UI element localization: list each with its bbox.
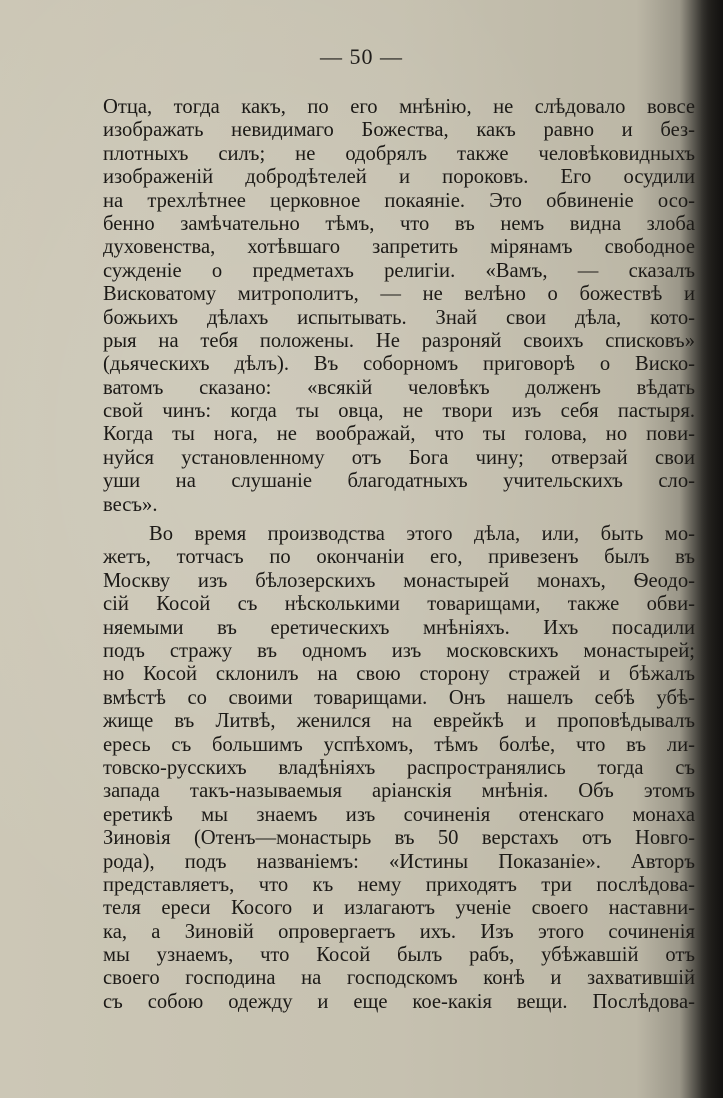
text-line: сужденіе о предметахъ религіи. «Вамъ, — сказалъ	[103, 259, 695, 282]
text-line: бенно замѣчательно тѣмъ, что въ немъ видна злоба	[103, 212, 695, 235]
text-line: ватомъ сказано: «всякій человѣкъ долженъ вѣдать	[103, 376, 695, 399]
text-line: (дьяческихъ дѣлъ). Въ соборномъ приговорѣ о Виско-	[103, 353, 695, 376]
text-line: свой чинъ: когда ты овца, не твори изъ себя пастыря.	[103, 400, 695, 423]
text-line: Когда ты нога, не воображай, что ты голова, но пови-	[103, 423, 695, 446]
body-text	[103, 96, 695, 1014]
text-line: подъ стражу въ одномъ изъ московскихъ монастырей;	[103, 639, 695, 662]
text-line: еретикѣ мы знаемъ изъ сочиненія отенскаго монаха	[103, 803, 695, 826]
text-line: Зиновія (Отенъ—монастырь въ 50 верстахъ отъ Новго-	[103, 827, 695, 850]
text-line: няемыми въ еретическихъ мнѣніяхъ. Ихъ посадили	[103, 616, 695, 639]
text-line: божьихъ дѣлахъ испытывать. Знай свои дѣла, кото-	[103, 306, 695, 329]
text-line: Висковатому митрополитъ, — не велѣно о божествѣ и	[103, 283, 695, 306]
text-line: теля ереси Косого и излагаютъ ученіе своего наставни-	[103, 897, 695, 920]
text-line: товско-русскихъ владѣніяхъ распространялись тогда съ	[103, 756, 695, 779]
text-line: жище въ Литвѣ, женился на еврейкѣ и проповѣдывалъ	[103, 710, 695, 733]
text-line: рода), подъ названіемъ: «Истины Показаніе». Авторъ	[103, 850, 695, 873]
text-line: изображать невидимаго Божества, какъ равно и без-	[103, 119, 695, 142]
text-line: Во время производства этого дѣла, или, быть мо-	[149, 523, 695, 546]
text-line: но Косой склонилъ на свою сторону стражей и бѣжалъ	[103, 663, 695, 686]
text-line: Отца, тогда какъ, по его мнѣнію, не слѣдовало вовсе	[103, 96, 695, 118]
text-line: запада такъ-называемыя аріанскія мнѣнія. Объ этомъ	[103, 780, 695, 803]
text-line: съ собою одежду и еще кое-какія вещи. Послѣдова-	[103, 990, 695, 1013]
paragraph-2	[103, 523, 695, 1014]
text-line: жетъ, тотчасъ по окончаніи его, привезенъ былъ въ	[103, 546, 695, 569]
page-number: — 50 —	[320, 44, 403, 69]
text-line: своего господина на господскомъ конѣ и захватившій	[103, 967, 695, 990]
text-line: Москву изъ бѣлозерскихъ монастырей монахъ, Ѳеодо-	[103, 569, 695, 592]
text-line: рыя на тебя положены. Не разроняй своихъ списковъ»	[103, 329, 695, 352]
text-line: вмѣстѣ со своими товарищами. Онъ нашелъ себѣ убѣ-	[103, 686, 695, 709]
text-line: духовенства, хотѣвшаго запретить мірянамъ свободное	[103, 236, 695, 259]
text-line: сій Косой съ нѣсколькими товарищами, также обви-	[103, 593, 695, 616]
text-line: на трехлѣтнее церковное покаяніе. Это обвиненіе осо-	[103, 189, 695, 212]
text-line: мы узнаемъ, что Косой былъ рабъ, убѣжавшій отъ	[103, 944, 695, 967]
text-line: нуйся установленному отъ Бога чину; отверзай свои	[103, 446, 695, 469]
text-line: ересь съ большимъ успѣхомъ, тѣмъ болѣе, что въ ли-	[103, 733, 695, 756]
paragraph-1	[103, 96, 695, 517]
text-line: ка, а Зиновій опровергаетъ ихъ. Изъ этого сочиненія	[103, 920, 695, 943]
text-line: весъ».	[103, 493, 158, 516]
text-line: представляетъ, что къ нему приходятъ три послѣдова-	[103, 873, 695, 896]
binding-gutter-shadow	[701, 0, 723, 1098]
text-line: изображеній добродѣтелей и пороковъ. Его осудили	[103, 166, 695, 189]
text-line: уши на слушаніе благодатныхъ учительскихъ сло-	[103, 470, 695, 493]
text-line: плотныхъ силъ; не одобрялъ также человѣковидныхъ	[103, 142, 695, 165]
